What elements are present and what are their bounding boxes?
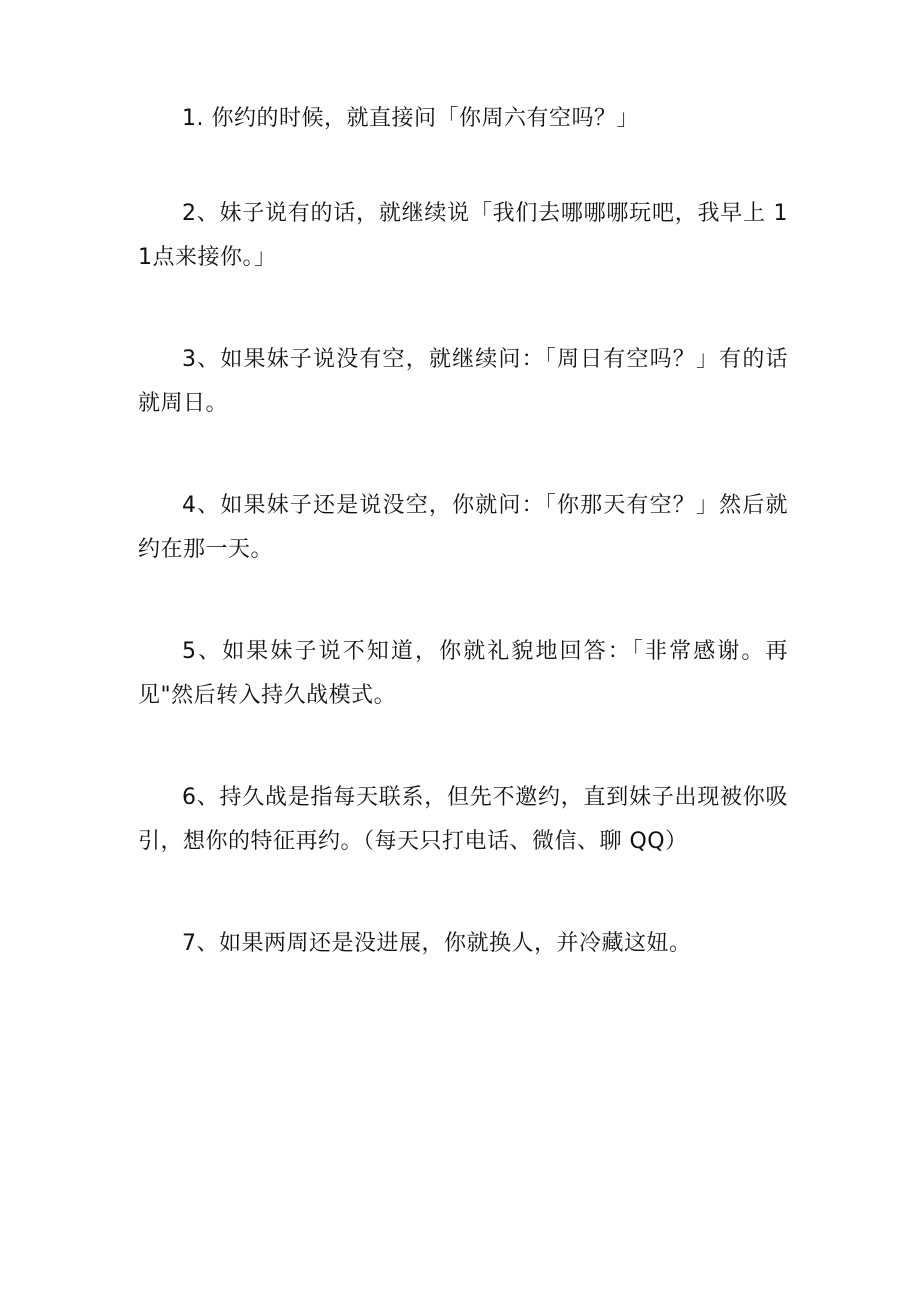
paragraph-4: 4、如果妹子还是说没空，你就问：「你那天有空？」然后就约在那一天。	[138, 493, 788, 562]
paragraph-1: 1. 你约的时候，就直接问「你周六有空吗？」	[182, 106, 639, 131]
paragraph-7: 7、如果两周还是没进展，你就换人，并冷藏这妞。	[182, 931, 692, 956]
paragraph-5: 5、如果妹子说不知道，你就礼貌地回答：「非常感谢。再见"然后转入持久战模式。	[138, 639, 788, 708]
paragraph-2: 2、妹子说有的话，就继续说「我们去哪哪哪玩吧，我早上 11点来接你。」	[138, 201, 788, 270]
paragraph-6: 6、持久战是指每天联系，但先不邀约，直到妹子出现被你吸引，想你的特征再约。（每天只打电话、微信、聊 QQ）	[138, 785, 788, 854]
paragraph-3: 3、如果妹子说没有空，就继续问：「周日有空吗？」有的话就周日。	[138, 347, 788, 416]
